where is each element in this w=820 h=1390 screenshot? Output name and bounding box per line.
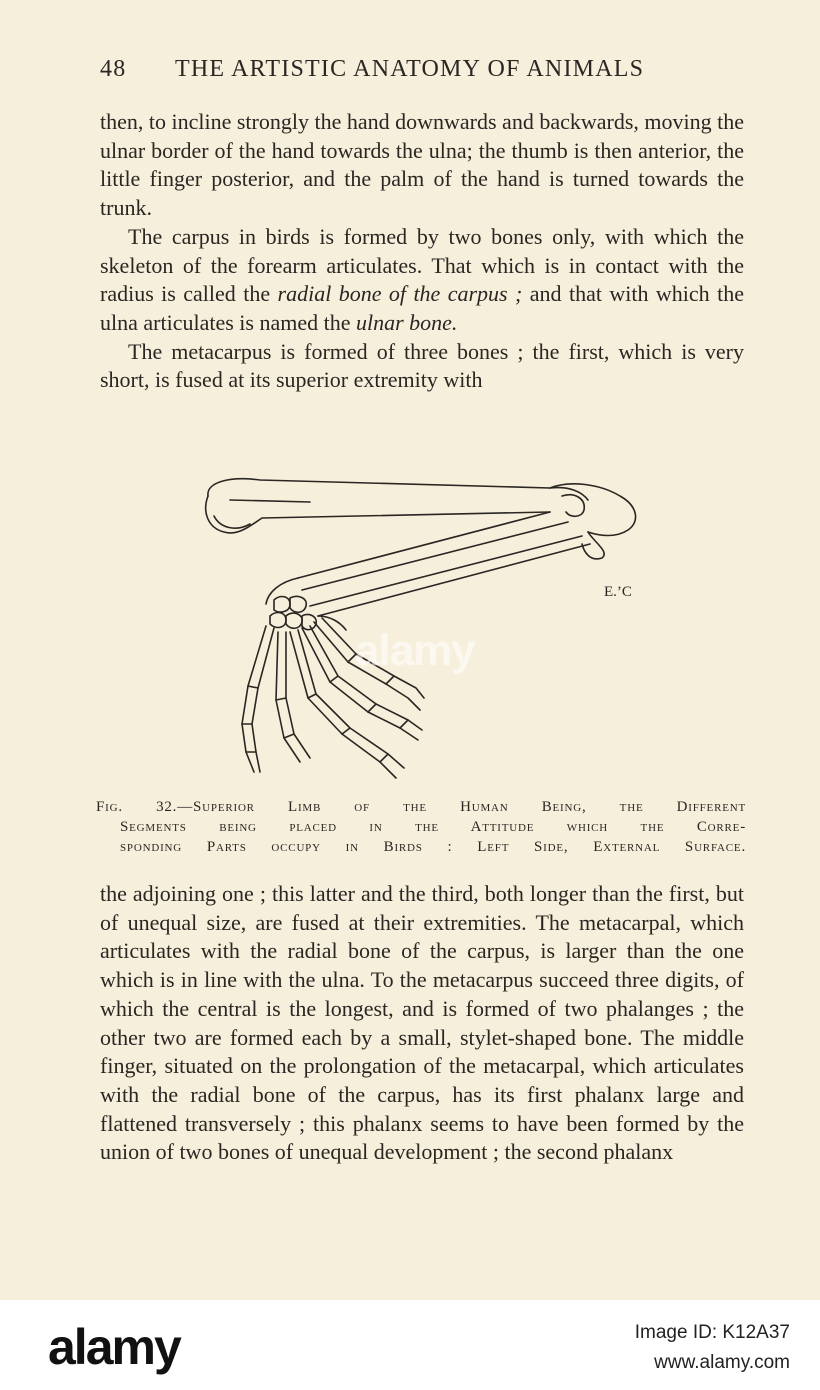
image-id: Image ID: K12A37 bbox=[634, 1322, 790, 1343]
paragraph-metacarpus: The metacarpus is formed of three bones ; the first, which is very short, is fused at its superior extremity with bbox=[100, 338, 744, 393]
page-number: 48 bbox=[100, 56, 127, 82]
paragraph-carpus bbox=[100, 223, 744, 338]
site-url: www.alamy.com bbox=[654, 1352, 790, 1373]
caption-line-1: Fig. 32.—Superior Limb of the Human Being, the Different bbox=[96, 799, 746, 815]
watermark-mid: alamy bbox=[355, 626, 475, 675]
running-title: THE ARTISTIC ANATOMY OF ANIMALS bbox=[175, 56, 645, 82]
paragraph-continuation: then, to incline strongly the hand downwards and backwards, moving the ulnar border of the hand towards the ulna; the thumb is then anterior, the little finger posterior, and the palm of the hand is turned towards the trunk. bbox=[100, 109, 744, 221]
term-radial-bone: radial bone of the carpus ; bbox=[277, 281, 523, 307]
stock-footer-bar bbox=[0, 1300, 820, 1390]
alamy-logo: alamy bbox=[48, 1319, 180, 1375]
paragraph-carpus-text-b: and that with which the ulna articulates is named the bbox=[100, 281, 744, 335]
body-text-bottom bbox=[100, 880, 744, 1167]
figure-caption bbox=[96, 797, 746, 857]
paragraph-metacarpal: the adjoining one ; this latter and the third, both longer than the first, but of unequal size, are fused at their extremities. The metacarpal, which articulates with the radial bone of the carpus, is larger than the one which is in line with the ulna. To the metacarpus succeed three digits, of which the central is the longest, and is formed of two phalanges ; the other two are formed each by a small, stylet-shaped bone. The middle finger, situated on the prolongation of the metacarpal, which articulates with the radial bone of the carpus, has its first phalanx large and flattened transversely ; this phalanx seems to have been formed by the union of two bones of unequal development ; the second phalanx bbox=[100, 881, 744, 1165]
paragraph-carpus-text-a: The carpus in birds is formed by two bones only, with which the skeleton of the forearm articulates. That which is in contact with the radius is called the bbox=[100, 223, 744, 307]
artist-signature: E.’C bbox=[604, 584, 632, 600]
body-text-top bbox=[100, 108, 744, 395]
caption-line-2: Segments being placed in the Attitude which the Corre- bbox=[120, 819, 746, 835]
term-ulnar-bone: ulnar bone. bbox=[355, 309, 458, 335]
image-credit bbox=[635, 1318, 790, 1378]
running-header bbox=[100, 56, 690, 86]
caption-line-3: sponding Parts occupy in Birds : Left Side, External Surface. bbox=[120, 839, 746, 855]
